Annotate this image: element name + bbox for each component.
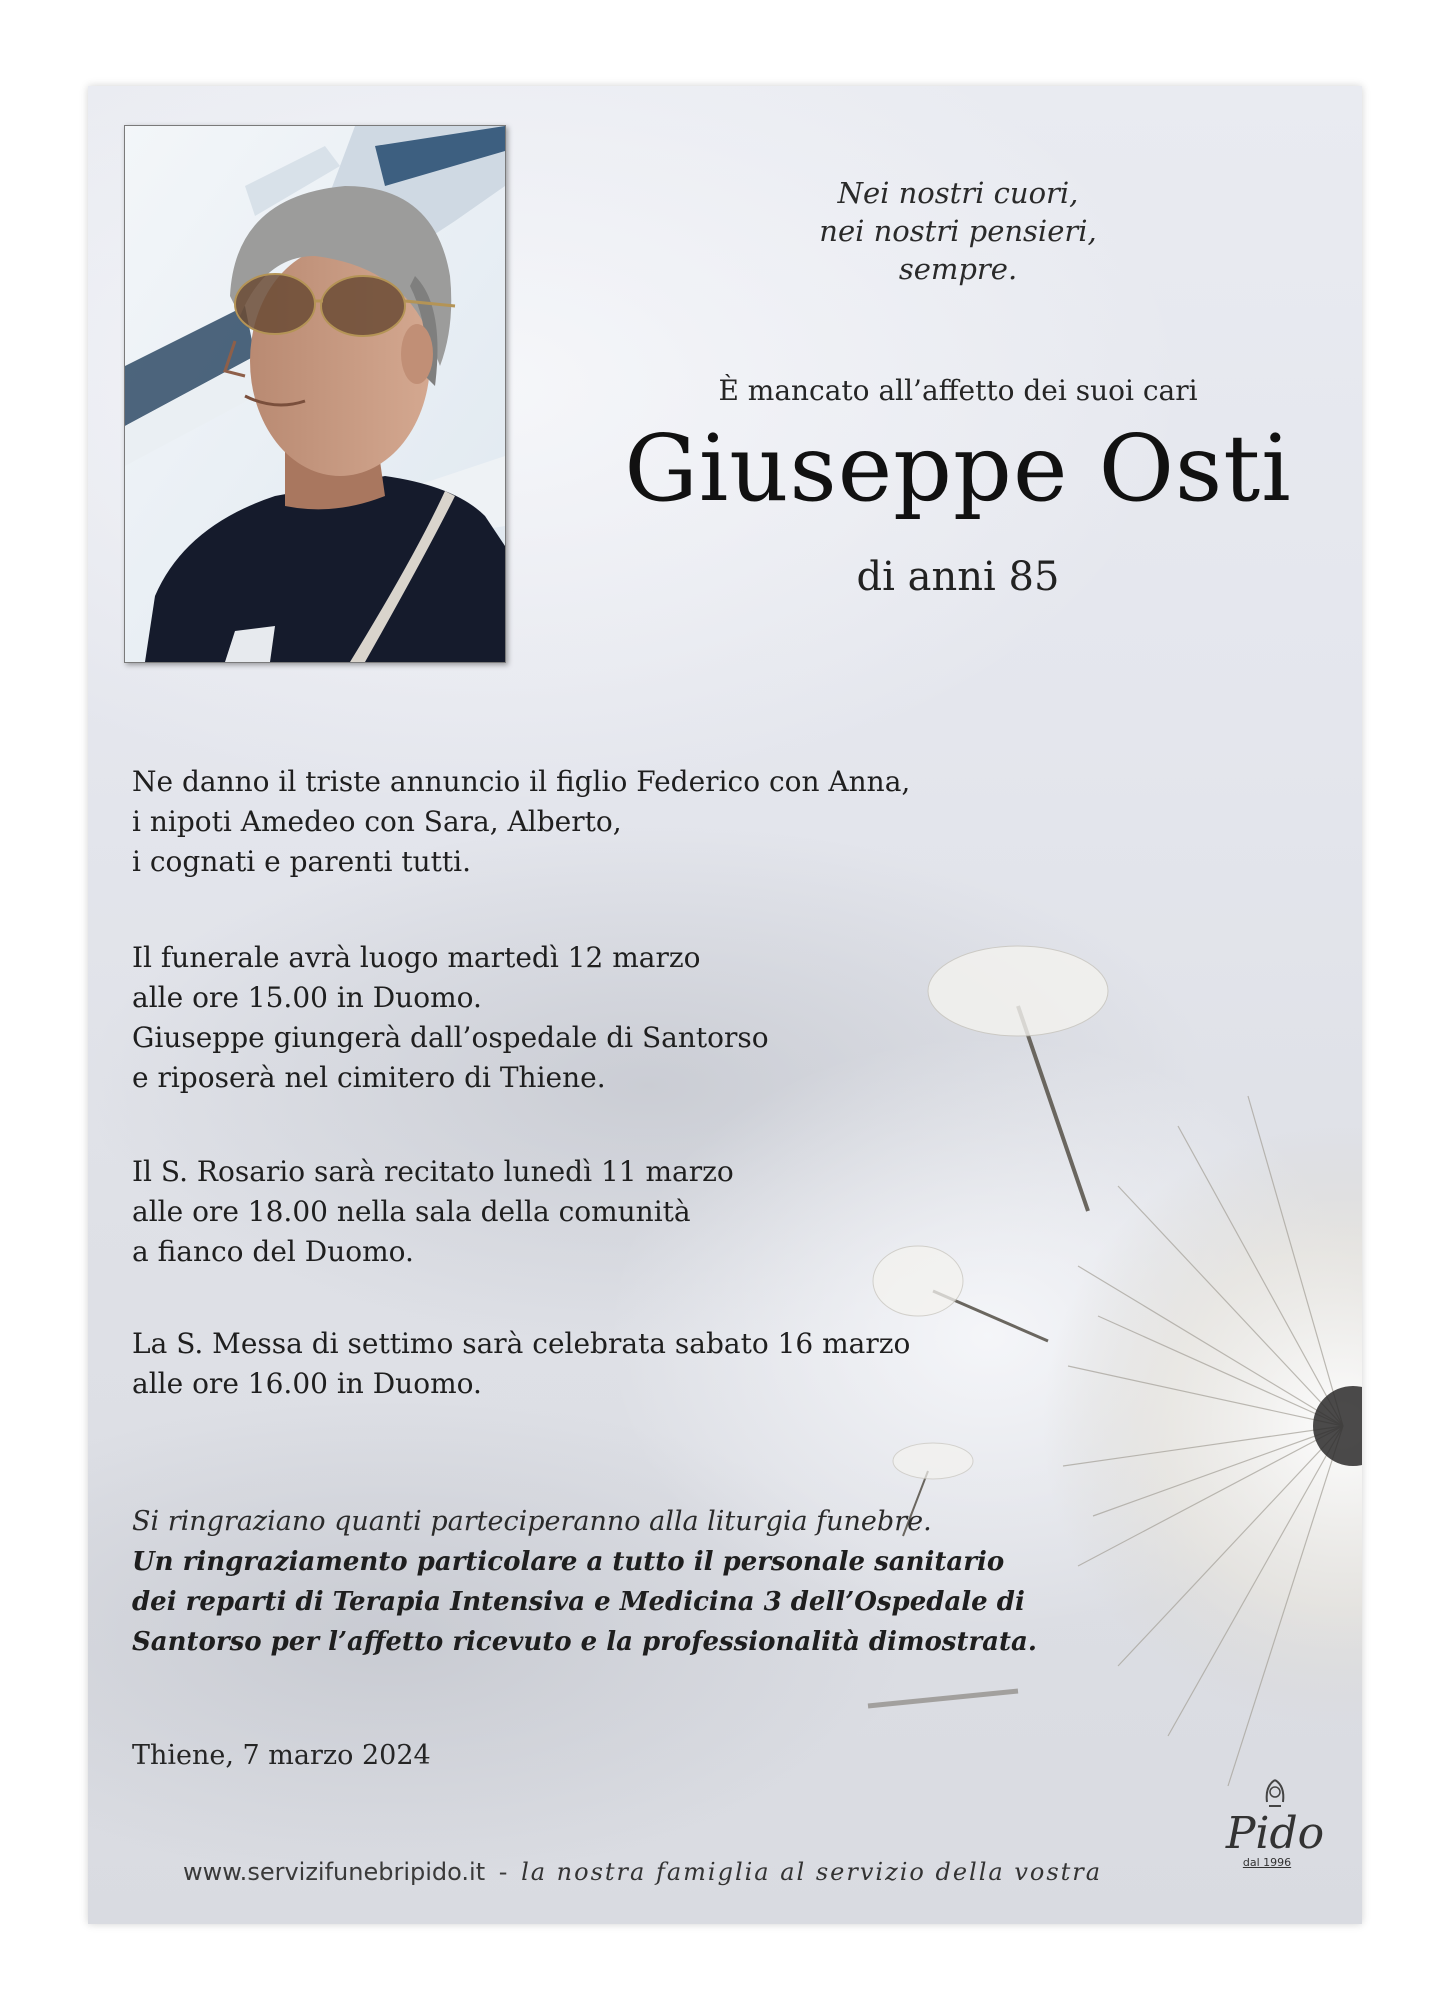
website-link[interactable]: www.servizifunebripido.it	[183, 1858, 486, 1886]
verse-line: Nei nostri cuori,	[837, 176, 1079, 210]
paragraph-line: i cognati e parenti tutti.	[132, 845, 471, 878]
paragraph-line: i nipoti Amedeo con Sara, Alberto,	[132, 805, 622, 838]
thanks-line: Si ringraziano quanti parteciperanno alla liturgia funebre.	[132, 1506, 932, 1537]
deceased-age: di anni 85	[856, 554, 1060, 600]
logo-since: dal 1996	[1242, 1856, 1292, 1869]
announcement-line: È mancato all’affetto dei suoi cari	[718, 374, 1198, 407]
paragraph-line: Ne danno il triste annuncio il figlio Federico con Anna,	[132, 765, 911, 798]
deceased-photo	[124, 125, 506, 663]
paragraph-line: alle ore 18.00 nella sala della comunità	[132, 1195, 691, 1228]
paragraph-line: alle ore 16.00 in Duomo.	[132, 1367, 482, 1400]
verse	[718, 174, 1198, 288]
paragraph-line: Giuseppe giungerà dall’ospedale di Santorso	[132, 1021, 769, 1054]
paragraph-line: alle ore 15.00 in Duomo.	[132, 981, 482, 1014]
funeral-paragraph	[132, 938, 769, 1098]
special-thanks-line: dei reparti di Terapia Intensiva e Medicina 3 dell’Ospedale di	[132, 1587, 1025, 1617]
deceased-name: Giuseppe Osti	[624, 415, 1292, 522]
verse-line: sempre.	[898, 252, 1018, 286]
paragraph-line: a fianco del Duomo.	[132, 1235, 414, 1268]
paragraph-line: La S. Messa di settimo sarà celebrata sabato 16 marzo	[132, 1327, 911, 1360]
footer-separator: -	[498, 1858, 508, 1886]
footer	[183, 1858, 1123, 1886]
paragraph-line: Il S. Rosario sarà recitato lunedì 11 marzo	[132, 1155, 734, 1188]
special-thanks	[132, 1542, 1037, 1662]
pido-logo	[1220, 1776, 1330, 1886]
rosary-paragraph	[132, 1152, 734, 1272]
footer-tagline: la nostra famiglia al servizio della vostra	[521, 1858, 1103, 1886]
special-thanks-line: Santorso per l’affetto ricevuto e la professionalità dimostrata.	[132, 1627, 1037, 1657]
obituary-sheet	[88, 86, 1362, 1924]
verse-line: nei nostri pensieri,	[819, 214, 1097, 248]
announcement-paragraph	[132, 762, 910, 882]
logo-wordmark: Pido	[1225, 1808, 1325, 1859]
paragraph-line: Il funerale avrà luogo martedì 12 marzo	[132, 941, 701, 974]
special-thanks-line: Un ringraziamento particolare a tutto il personale sanitario	[132, 1547, 1005, 1577]
wreath-icon	[1257, 1776, 1293, 1812]
paragraph-line: e riposerà nel cimitero di Thiene.	[132, 1061, 606, 1094]
place-date: Thiene, 7 marzo 2024	[132, 1740, 431, 1771]
mass-paragraph	[132, 1324, 910, 1404]
